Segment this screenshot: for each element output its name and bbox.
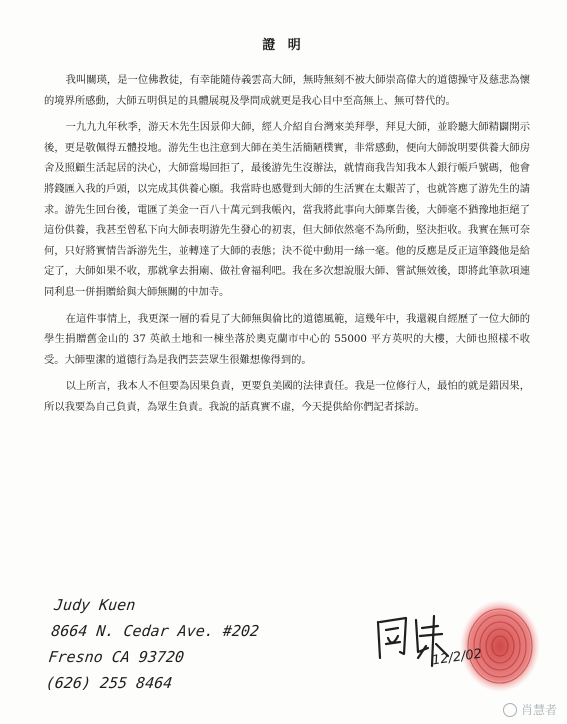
signature-address-block xyxy=(45,592,264,696)
signature-date: 12/2/02 xyxy=(431,646,483,669)
paragraph-2: 一九九九年秋季，游天木先生因景仰大師，經人介紹自台灣來美拜學，拜見大師，並聆聽大師精闢開示後，更是敬佩得五體投地。游先生也注意到大師在美生活簡陋樸實，非常感動，便向大師說明要供養大師房舍及照顧生活起居的決心，大師當場回拒了，最後游先生沒辦法，就情商我告知我本人銀行帳戶號碼，他會將錢匯入我的戶頭，以完成其供養心願。我當時也感覺到大師的生活實在太艱苦了，也就答應了游先生的請求。游先生回台後，電匯了美金一百八十萬元到我帳內，當我將此事向大師稟告後，大師毫不猶豫地拒絕了這份供養，我甚至曾私下向大師表明游先生發心的初衷，但大師依然毫不為所動，堅決拒收。我實在無可奈何，只好將實情告訴游先生，並轉達了大師的表態；決不從中動用一絲一毫。他的反應是反正這筆錢他是給定了，大師如果不收，那就拿去捐廟、做社會福利吧。我在多次想說服大師、嘗試無效後，即將此筆款項連同利息一併捐贈給與大師無關的中加寺。 xyxy=(44,121,530,298)
signer-name: Judy Kuen xyxy=(53,596,137,614)
phone-number: (626) 255 8464 xyxy=(44,674,174,692)
watermark-logo-icon xyxy=(503,703,517,717)
paragraph-1: 我叫關瑛，是一位佛教徒，有幸能隨侍義雲高大師，無時無刻不被大師崇高偉大的道德操守及慈悲為懷的境界所感動，大師五明俱足的具體展現及學問成就更是我心目中至高無上、無可替代的。 xyxy=(44,74,530,107)
document-body xyxy=(44,70,530,424)
paragraph-4: 以上所言，我本人不但要為因果負責，更要負美國的法律責任。我是一位修行人，最怕的就是錯因果，所以我要為自己負責，為眾生負責。我說的話真實不虛，今天提供給你們記者採訪。 xyxy=(44,380,530,413)
watermark-text: 肖慧者 xyxy=(520,703,557,717)
watermark xyxy=(503,701,557,718)
address-line-1: 8664 N. Cedar Ave. #202 xyxy=(50,622,261,640)
address-line-2: Fresno CA 93720 xyxy=(47,648,186,666)
document-title: 證 明 xyxy=(262,38,305,53)
paragraph-3: 在這件事情上，我更深一層的看見了大師無與倫比的道德風範，這幾年中，我還親自經歷了一位大師的學生捐贈舊金山的 37 英畝土地和一棟坐落於奧克蘭市中心的 55000 平方英呎的大樓，大師也照樣不收受。大師聖潔的道德行為是我們芸芸眾生很難想像得到的。 xyxy=(44,312,530,366)
fingerprint-stamp xyxy=(455,596,545,696)
